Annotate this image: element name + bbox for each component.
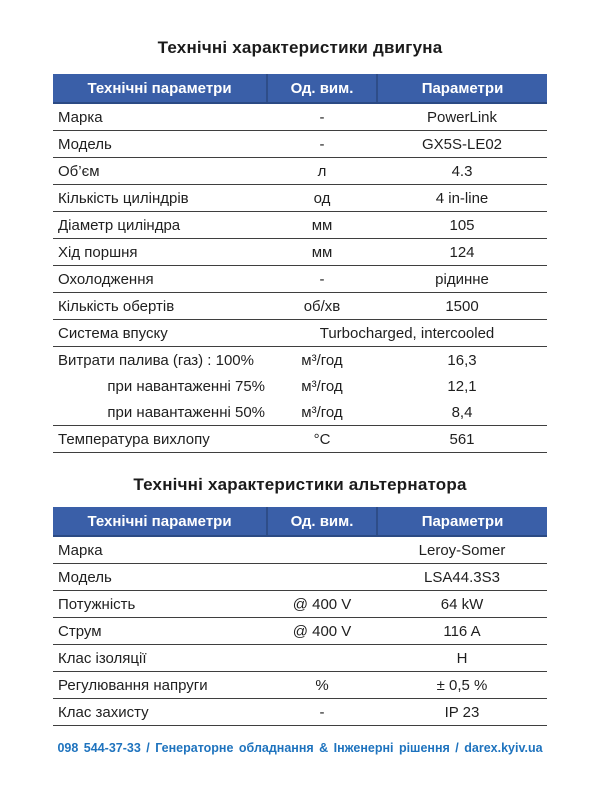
value-cell: 561	[377, 426, 547, 453]
value-cell: 1500	[377, 293, 547, 320]
param-cell: Витрати палива (газ) : 100%	[58, 351, 254, 369]
table-row	[53, 103, 547, 131]
table-row	[53, 185, 547, 212]
unit-cell: об/хв	[267, 293, 377, 320]
param-cell: Модель	[53, 564, 267, 591]
unit-cell: м³/год	[301, 377, 343, 395]
table-row	[53, 212, 547, 239]
alternator-spec-table	[53, 507, 547, 726]
value-cell: 16,3	[447, 351, 477, 369]
table-row	[53, 564, 547, 591]
param-cell: Регулювання напруги	[53, 672, 267, 699]
param-cell: Модель	[53, 131, 267, 158]
engine-spec-table	[53, 74, 547, 453]
unit-cell: л	[267, 158, 377, 185]
header-cell-values: Параметри	[377, 74, 547, 103]
param-cell: Марка	[53, 103, 267, 131]
unit-cell	[267, 536, 377, 564]
unit-cell: м³/год	[267, 399, 377, 426]
table-row	[53, 239, 547, 266]
unit-cell: од	[267, 185, 377, 212]
header-cell-units: Од. вим.	[267, 74, 377, 103]
table-row	[53, 591, 547, 618]
unit-cell: -	[267, 103, 377, 131]
param-cell: Струм	[53, 618, 267, 645]
param-cell: Марка	[53, 536, 267, 564]
param-cell: Потужність	[53, 591, 267, 618]
value-cell: 124	[377, 239, 547, 266]
value-cell: 116 A	[377, 618, 547, 645]
value-cell: ± 0,5 %	[377, 672, 547, 699]
table-row-intake-system	[53, 320, 547, 347]
unit-cell: -	[267, 699, 377, 726]
param-cell: Кількість циліндрів	[53, 185, 267, 212]
table-row	[53, 426, 547, 453]
alternator-table-title: Технічні характеристики альтернатора	[133, 475, 467, 494]
table-row-fuel-100	[53, 347, 547, 374]
param-cell: Система впуску	[53, 320, 267, 347]
unit-cell: -	[267, 266, 377, 293]
value-cell: 4 in-line	[377, 185, 547, 212]
table-row-fuel-75	[53, 373, 547, 399]
alternator-table-header-row	[53, 507, 547, 536]
table-row	[53, 672, 547, 699]
unit-cell	[267, 645, 377, 672]
unit-cell: -	[267, 131, 377, 158]
param-cell: Клас захисту	[53, 699, 267, 726]
header-cell-values: Параметри	[377, 507, 547, 536]
value-cell: IP 23	[377, 699, 547, 726]
header-cell-parameters: Технічні параметри	[53, 74, 267, 103]
value-cell: LSA44.3S3	[377, 564, 547, 591]
table-row	[53, 293, 547, 320]
value-cell: 8,4	[377, 399, 547, 426]
unit-cell: мм	[267, 239, 377, 266]
unit-cell: %	[267, 672, 377, 699]
param-cell: Діаметр циліндра	[53, 212, 267, 239]
table-row	[53, 266, 547, 293]
engine-table-title: Технічні характеристики двигуна	[157, 38, 443, 57]
value-cell-span: Turbocharged, intercooled	[267, 320, 547, 347]
unit-cell: мм	[267, 212, 377, 239]
value-cell: PowerLink	[377, 103, 547, 131]
value-cell: Leroy-Somer	[377, 536, 547, 564]
value-cell: H	[377, 645, 547, 672]
unit-cell	[267, 564, 377, 591]
param-cell: Хід поршня	[53, 239, 267, 266]
engine-table-header-row	[53, 74, 547, 103]
param-cell: Охолодження	[53, 266, 267, 293]
value-cell: 12,1	[447, 377, 477, 395]
table-row	[53, 618, 547, 645]
footer-contact-line: 098 544-37-33 / Генераторне обладнання & Інженерні рішення / darex.kyiv.ua	[57, 741, 543, 755]
param-cell: Клас ізоляції	[53, 645, 267, 672]
value-cell: 105	[377, 212, 547, 239]
unit-cell: °C	[267, 426, 377, 453]
param-cell: Температура вихлопу	[53, 426, 267, 453]
table-row	[53, 645, 547, 672]
unit-cell: м³/год	[301, 351, 343, 369]
table-row	[53, 536, 547, 564]
value-cell: 64 kW	[377, 591, 547, 618]
table-row	[53, 699, 547, 726]
unit-cell: @ 400 V	[267, 591, 377, 618]
unit-cell: @ 400 V	[267, 618, 377, 645]
value-cell: 4.3	[377, 158, 547, 185]
param-cell: при навантаженні 50%	[53, 399, 267, 426]
header-cell-units: Од. вим.	[267, 507, 377, 536]
header-cell-parameters: Технічні параметри	[53, 507, 267, 536]
param-cell: при навантаженні 75%	[107, 377, 265, 395]
value-cell: рідинне	[377, 266, 547, 293]
value-cell: GX5S-LE02	[377, 131, 547, 158]
param-cell: Кількість обертів	[53, 293, 267, 320]
param-cell: Об’єм	[53, 158, 267, 185]
table-row	[53, 131, 547, 158]
table-row	[53, 158, 547, 185]
table-row-fuel-50	[53, 399, 547, 426]
